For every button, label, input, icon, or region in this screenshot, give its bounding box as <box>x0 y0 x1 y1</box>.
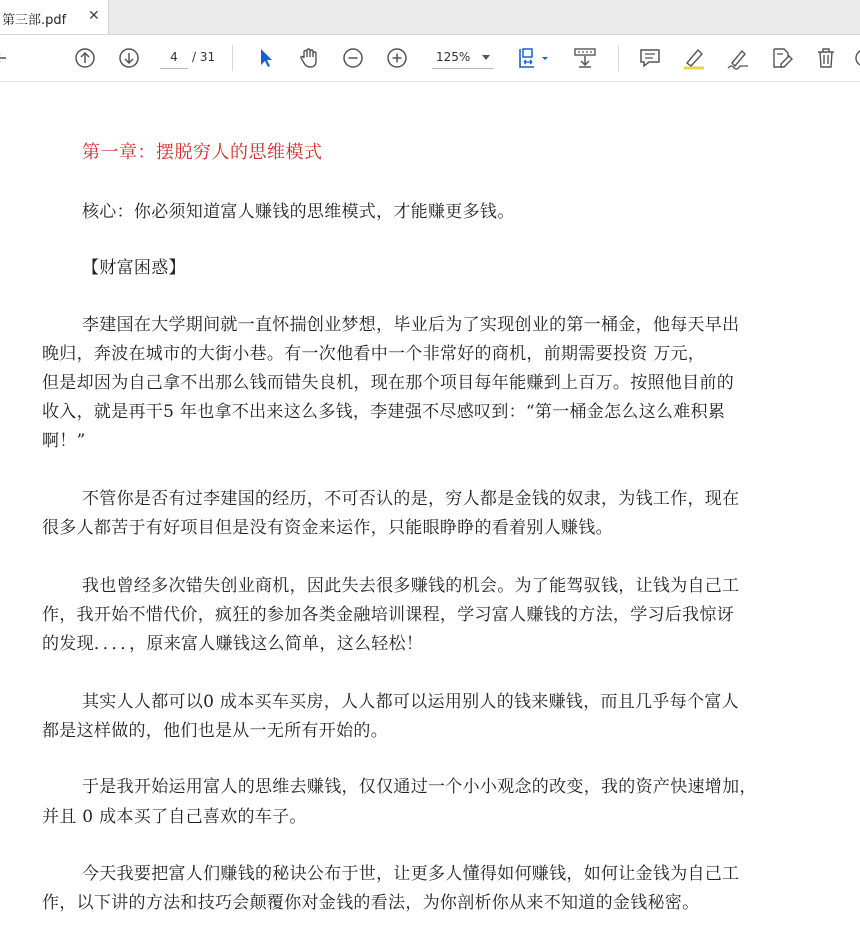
paragraph-line: 但是却因为自己拿不出那么钱而错失良机，现在那个项目每年能赚到上百万。按照他目前的 <box>42 373 734 393</box>
chapter-title: 第一章：摆脱穷人的思维模式 <box>82 142 323 163</box>
fit-page-icon[interactable] <box>514 44 552 72</box>
tab-close-icon[interactable]: ✕ <box>88 8 100 24</box>
toolbar <box>0 35 860 82</box>
select-tool-icon[interactable] <box>252 44 280 72</box>
previous-page-icon[interactable] <box>71 44 99 72</box>
paragraph-line: 李建国在大学期间就一直怀揣创业梦想，毕业后为了实现创业的第一桶金，他每天早出 <box>82 315 740 335</box>
zoom-select[interactable] <box>432 46 494 69</box>
paragraph-line: 并且 0 成本买了自己喜欢的车子。 <box>42 807 307 827</box>
delete-icon[interactable] <box>812 44 840 72</box>
paragraph-line: 今天我要把富人们赚钱的秘诀公布于世，让更多人懂得如何赚钱，如何让金钱为自己工 <box>82 864 740 884</box>
zoom-value: 125% <box>436 50 471 64</box>
paragraph-line: 其实人人都可以0 成本买车买房，人人都可以运用别人的钱来赚钱，而且几乎每个富人 <box>82 692 739 712</box>
core-statement: 核心：你必须知道富人赚钱的思维模式，才能赚更多钱。 <box>82 202 515 222</box>
tab-bar <box>0 0 860 35</box>
edit-text-icon[interactable] <box>768 44 796 72</box>
document-tab[interactable] <box>0 0 109 34</box>
paragraph-line: 不管你是否有过李建国的经历，不可否认的是，穷人都是金钱的奴隶，为钱工作，现在 <box>82 489 740 509</box>
tab-title: 第三部.pdf <box>2 13 67 28</box>
paragraph-line: 收入，就是再干5 年也拿不出来这么多钱，李建强不尽感叹到：“第一桶金怎么这么难积累 <box>42 402 726 422</box>
scroll-mode-icon[interactable] <box>571 44 599 72</box>
hand-tool-icon[interactable] <box>295 44 323 72</box>
comment-icon[interactable] <box>636 44 664 72</box>
next-page-icon[interactable] <box>115 44 143 72</box>
toolbar-divider <box>232 45 233 71</box>
highlight-pen-icon[interactable] <box>680 44 708 72</box>
draw-signature-icon[interactable] <box>724 44 752 72</box>
section-heading: 【财富困惑】 <box>82 258 186 278</box>
paragraph-line: 很多人都苦于有好项目但是没有资金来运作，只能眼睁睁的看着别人赚钱。 <box>42 518 613 538</box>
paragraph-line: 的发现．．．．，原来富人赚钱这么简单，这么轻松！ <box>42 634 424 654</box>
paragraph-line: 都是这样做的，他们也是从一无所有开始的。 <box>42 721 388 741</box>
paragraph-line: 啊！” <box>42 431 86 451</box>
paragraph-line: 晚归，奔波在城市的大街小巷。有一次他看中一个非常好的商机，前期需要投资 万元， <box>42 344 706 364</box>
chevron-down-icon <box>482 55 490 60</box>
paragraph-line: 作，以下讲的方法和技巧会颠覆你对金钱的看法，为你剖析你从来不知道的金钱秘密。 <box>42 893 700 913</box>
back-icon[interactable] <box>0 44 14 72</box>
paragraph-line: 我也曾经多次错失创业商机，因此失去很多赚钱的机会。为了能驾驭钱，让钱为自己工 <box>82 576 740 596</box>
zoom-in-icon[interactable] <box>383 44 411 72</box>
page-total: / 31 <box>192 50 216 64</box>
document-page <box>0 82 860 937</box>
paragraph-line: 于是我开始运用富人的思维去赚钱，仅仅通过一个小小观念的改变，我的资产快速增加， <box>82 777 757 797</box>
more-icon[interactable] <box>850 44 860 72</box>
paragraph-line: 作，我开始不惜代价，疯狂的参加各类金融培训课程，学习富人赚钱的方法，学习后我惊讶 <box>42 605 734 625</box>
page-number-input[interactable]: 4 <box>160 46 188 69</box>
zoom-out-icon[interactable] <box>339 44 367 72</box>
toolbar-divider <box>618 45 619 71</box>
